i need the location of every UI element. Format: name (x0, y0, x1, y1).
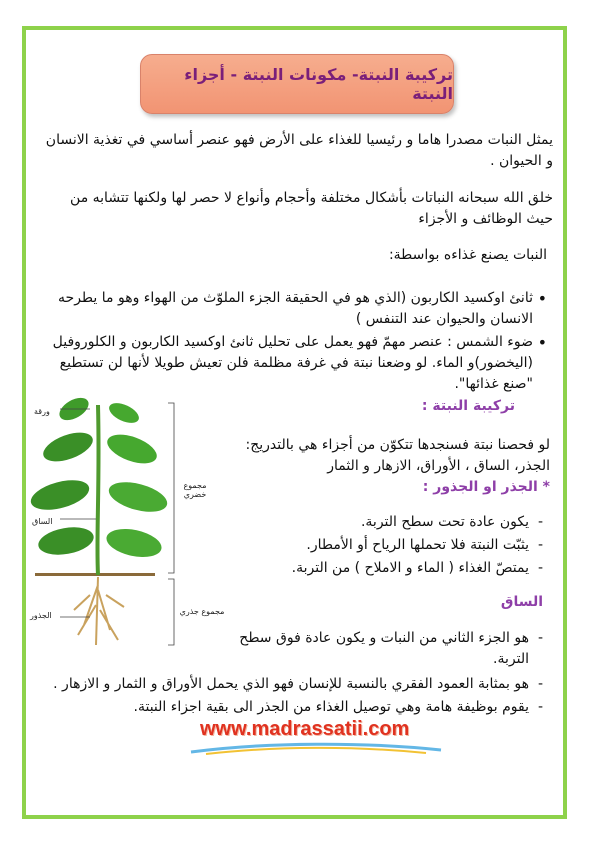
stem-heading: الساق (500, 594, 543, 610)
list-item: - يثبّت النبتة فلا تحملها الرياح أو الأمطار. (223, 535, 543, 556)
root-system-label: مجموع جذري (179, 607, 225, 616)
intro-paragraph-1: يمثل النبات مصدرا هاما و رئيسيا للغذاء على الأرض فهو عنصر أساسي في تغذية الانسان و الحيوان . (45, 132, 553, 169)
list-item: • ضوء الشمس : عنصر مهمّ فهو يعمل على تحليل ثانئ اوكسيد الكاربون و الكلوروفيل (اليخضور)و الماء. لو وضعنا نبتة في غرفة مظلمة فلن تعيش طويلا لأنها لن تستطيع "صنع غذائها". (47, 332, 547, 395)
list-item: - يمتصّ الغذاء ( الماء و الاملاح ) من التربة. (223, 558, 543, 579)
nutrition-bullets (47, 288, 547, 397)
leaf-label: ورقة (34, 407, 50, 416)
title-banner (140, 54, 454, 114)
structure-line-1: لو فحصنا نبتة فسنجدها تتكوّن من أجزاء هي بالتدريج: (245, 437, 550, 453)
shoot-system-label: مجموع خضري (183, 481, 207, 499)
root-heading: * الجذر او الجذور : (422, 479, 550, 495)
website-swoosh (186, 740, 446, 756)
root-label: الجذور (30, 611, 52, 620)
intro-paragraph-3: النبات يصنع غذاءه بواسطة: (388, 247, 547, 263)
intro-paragraph-2: خلق الله سبحانه النباتات بأشكال مختلفة وأحجام وأنواع لا حصر لها ولكنها تتشابه من حيث الوظائف و الأجزاء (70, 190, 553, 227)
structure-line-2: الجذر، الساق ، الأوراق، الازهار و الثمار (327, 458, 550, 474)
stem-label: الساق (32, 517, 53, 526)
plant-illustration (30, 395, 230, 655)
root-list (223, 512, 543, 581)
plant-diagram (30, 395, 230, 655)
structure-heading: تركيبة النبتة : (421, 398, 515, 414)
list-item: • ثانئ اوكسيد الكاربون (الذي هو في الحقيقة الجزء الملوّث من الهواء وهو ما يطرحه الانسان والحيوان عند التنفس ) (47, 288, 547, 330)
website-link[interactable]: www.madrassatii.com (200, 718, 410, 740)
list-item: - هو الجزء الثاني من النبات و يكون عادة فوق سطح التربة. (213, 628, 543, 670)
list-item: - يكون عادة تحت سطح التربة. (223, 512, 543, 533)
list-item: - يقوم بوظيفة هامة وهي توصيل الغذاء من الجذر الى بقية اجزاء النبتة. (33, 697, 543, 718)
page-title: تركيبة النبتة- مكونات النبتة - أجزاء النبتة (184, 65, 453, 103)
stem-list (213, 628, 543, 672)
stem-list-wide (33, 674, 543, 720)
list-item: - هو بمثابة العمود الفقري بالنسبة للإنسان فهو الذي يحمل الأوراق و الثمار و الازهار . (33, 674, 543, 695)
